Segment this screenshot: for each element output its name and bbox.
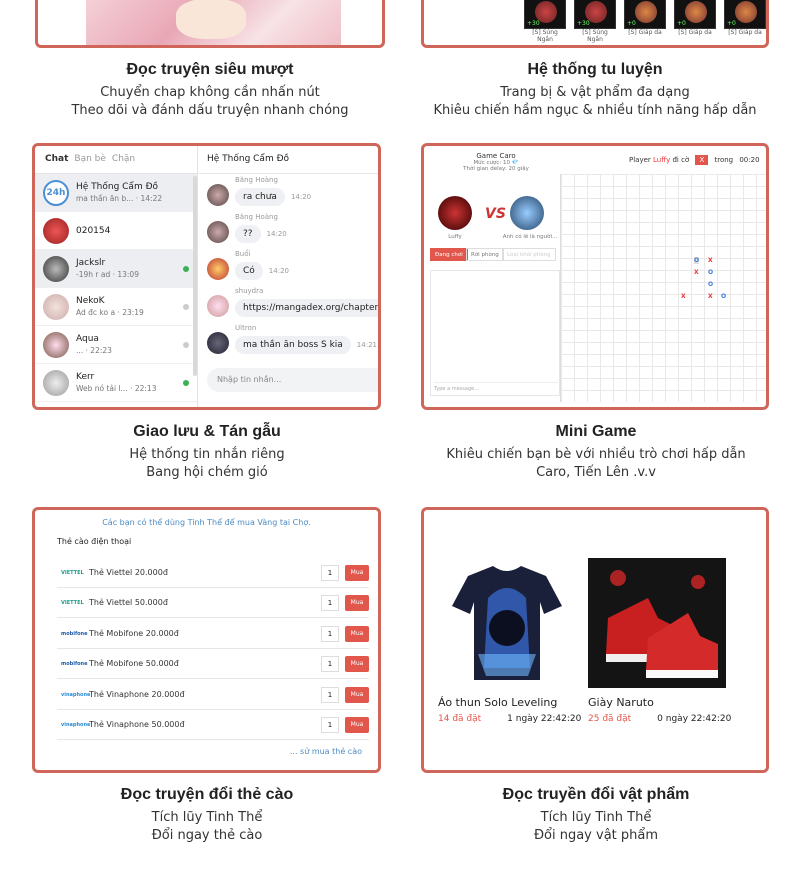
section-title: Thẻ cào điện thoại xyxy=(57,537,132,546)
product-name[interactable]: Áo thun Solo Leveling xyxy=(438,696,558,709)
tab-blocked[interactable]: Chặn xyxy=(111,154,136,164)
tshirt-image[interactable] xyxy=(438,558,576,688)
game-delay: Thời gian delay: 20 giây xyxy=(463,166,529,172)
feature-chat xyxy=(27,423,387,482)
feature-line: Chuyển chap không cần nhấn nút xyxy=(100,85,320,100)
item-name: [S] Súng Ngắn xyxy=(582,29,608,43)
feature-card-exchange xyxy=(27,786,387,845)
reader-preview-card xyxy=(35,0,385,48)
board-x: X xyxy=(708,257,713,264)
product-countdown: 1 ngày 22:42:20 xyxy=(507,714,582,724)
player1-name: Luffy xyxy=(448,234,462,240)
product-orders: 14 đã đặt xyxy=(438,714,482,724)
quantity-input[interactable]: 1 xyxy=(321,595,339,611)
message-user: Băng Hoàng xyxy=(235,213,278,221)
avatar xyxy=(43,370,69,396)
minigame-preview-card xyxy=(421,143,769,410)
feature-line: Đổi ngay thẻ cào xyxy=(151,828,263,843)
purchase-history-link[interactable]: ... sử mua thẻ cào xyxy=(289,747,362,756)
card-name: Thẻ Mobifone 50.000đ xyxy=(89,659,179,668)
conversation-snippet: Ad đc ko a · 23:19 xyxy=(76,308,144,317)
feature-item-exchange xyxy=(416,786,776,845)
card-row xyxy=(57,558,369,588)
avatar xyxy=(43,332,69,358)
message xyxy=(199,322,381,359)
message-time: 14:20 xyxy=(268,267,289,275)
message-text: ra chưa xyxy=(235,188,285,206)
feature-title: Mini Game xyxy=(555,423,637,440)
message-time: 14:20 xyxy=(266,230,287,238)
item-shop-preview xyxy=(421,507,769,773)
board-o: O xyxy=(708,269,714,276)
feature-line: Hệ thống tin nhắn riêng xyxy=(129,447,285,462)
buy-button[interactable]: Mua xyxy=(345,565,369,581)
online-status-dot xyxy=(183,266,189,272)
player2-avatar xyxy=(510,196,544,230)
quantity-input[interactable]: 1 xyxy=(321,656,339,672)
board-x: X xyxy=(694,269,699,276)
board-x: X xyxy=(681,293,686,300)
inventory-item[interactable] xyxy=(724,0,766,43)
item-level: +30 xyxy=(577,20,590,27)
turn-timer: 00:20 xyxy=(739,156,760,164)
item-level: +0 xyxy=(677,20,686,27)
card-row xyxy=(57,619,369,649)
online-status-dot xyxy=(183,380,189,386)
card-name: Thẻ Viettel 50.000đ xyxy=(89,598,168,607)
message xyxy=(199,285,381,322)
inventory-item[interactable] xyxy=(624,0,666,43)
turn-in: trong xyxy=(714,156,734,164)
turn-prefix: Player xyxy=(629,156,651,164)
card-row xyxy=(57,710,369,740)
message-time: 14:21 xyxy=(356,341,377,349)
feature-title: Hệ thống tu luyện xyxy=(527,61,663,78)
conversation-item[interactable] xyxy=(35,288,197,326)
cultivation-preview-card xyxy=(421,0,769,48)
feature-title: Đọc truyện đổi thẻ cào xyxy=(120,786,294,803)
feature-line: Khiêu chiến hầm ngục & nhiều tính năng hấp dẫn xyxy=(433,103,757,118)
game-title: Game Caro xyxy=(476,152,516,160)
turn-player: Luffy xyxy=(653,156,671,164)
playing-button[interactable]: Đang chơi xyxy=(430,248,468,261)
item-level: +0 xyxy=(627,20,636,27)
message-text: ma thần ăn boss S kia xyxy=(235,336,351,354)
product-meta xyxy=(588,714,731,724)
conversation-name: Jackslr xyxy=(76,258,106,268)
card-name: Thẻ Vinaphone 50.000đ xyxy=(89,720,185,729)
buy-button[interactable]: Mua xyxy=(345,687,369,703)
board-o: O xyxy=(708,281,714,288)
feature-line: Tích lũy Tinh Thể xyxy=(151,810,263,825)
card-name: Thẻ Vinaphone 20.000đ xyxy=(89,690,185,699)
card-name: Thẻ Mobifone 20.000đ xyxy=(89,629,179,638)
viettel-logo: VIETTEL xyxy=(61,599,84,606)
conversation-name: Hệ Thống Cẩm Đồ xyxy=(76,182,159,192)
conversation-name: 020154 xyxy=(76,225,111,236)
message-text: ?? xyxy=(235,225,261,243)
conversation-snippet: -19h r ad · 13:09 xyxy=(76,270,139,279)
room-title: Hệ Thống Cẩm Đồ xyxy=(199,146,381,174)
message-input[interactable]: Nhập tin nhắn... xyxy=(207,368,381,392)
buy-button[interactable]: Mua xyxy=(345,656,369,672)
conversation-snippet: ... · 22:23 xyxy=(76,346,112,355)
item-icon xyxy=(685,1,707,23)
card-row xyxy=(57,649,369,679)
shoes-image[interactable] xyxy=(588,558,726,688)
item-icon xyxy=(735,1,757,23)
vs-label: VS xyxy=(485,206,506,222)
feature-reader xyxy=(30,61,390,120)
card-name: Thẻ Viettel 20.000đ xyxy=(89,568,168,577)
message-text: Có xyxy=(235,262,263,280)
feature-line: Trang bị & vật phẩm đa dạng xyxy=(500,85,690,100)
feature-line: Caro, Tiến Lên .v.v xyxy=(536,465,656,480)
turn-mark: X xyxy=(695,155,708,165)
conversation-snippet: ma thần ăn b... · 14:22 xyxy=(76,194,163,203)
conversation-item[interactable] xyxy=(35,364,197,402)
conversation-list xyxy=(35,146,198,407)
mobifone-logo: mobifone xyxy=(61,630,88,637)
inventory-item[interactable] xyxy=(524,0,566,43)
tab-friends[interactable]: Bạn bè xyxy=(74,154,106,164)
message xyxy=(199,248,381,285)
viettel-logo: VIETTEL xyxy=(61,569,84,576)
message-time: 14:20 xyxy=(290,193,312,201)
board-o: O xyxy=(721,293,727,300)
vinaphone-logo: vinaphone xyxy=(61,691,91,698)
product-name[interactable]: Giày Naruto xyxy=(588,696,654,709)
avatar xyxy=(43,218,69,244)
card-shop-preview xyxy=(32,507,381,773)
mobifone-logo: mobifone xyxy=(61,660,88,667)
conversation-item[interactable] xyxy=(35,174,197,212)
conversation-snippet: Web nó tải l... · 22:13 xyxy=(76,384,157,393)
vinaphone-logo: vinaphone xyxy=(61,721,91,728)
manga-page-image xyxy=(86,0,341,45)
board-x: X xyxy=(708,293,713,300)
card-row xyxy=(57,680,369,710)
board-o: O xyxy=(694,257,700,264)
buy-button[interactable]: Mua xyxy=(345,626,369,642)
avatar xyxy=(207,184,229,206)
tab-chat[interactable]: Chat xyxy=(45,154,69,164)
avatar xyxy=(43,256,69,282)
buy-button[interactable]: Mua xyxy=(345,717,369,733)
conversation-name: Kerr xyxy=(76,372,95,382)
quantity-input[interactable]: 1 xyxy=(321,687,339,703)
player2-name: Anh có lẽ là người... xyxy=(502,234,558,240)
quantity-input[interactable]: 1 xyxy=(321,626,339,642)
avatar xyxy=(207,332,229,354)
inventory-item[interactable] xyxy=(574,0,616,43)
message-user: Ultron xyxy=(235,324,257,332)
card-row xyxy=(57,588,369,618)
feature-line: Tích lũy Tinh Thể xyxy=(540,810,652,825)
chat-room xyxy=(199,146,381,407)
leave-room-button[interactable]: Rời phòng xyxy=(466,248,504,261)
quantity-input[interactable]: 1 xyxy=(321,565,339,581)
feature-line: Đổi ngay vật phẩm xyxy=(533,828,659,843)
message-user: Buổi xyxy=(235,250,251,258)
kick-button: Loại khỏi phòng xyxy=(502,248,556,261)
message-user: Băng Hoàng xyxy=(235,176,278,184)
message xyxy=(199,174,381,211)
message xyxy=(199,211,381,248)
quantity-input[interactable]: 1 xyxy=(321,717,339,733)
chat-preview-card xyxy=(32,143,381,410)
avatar xyxy=(207,221,229,243)
offline-status-dot xyxy=(183,342,189,348)
message-user: shuydra xyxy=(235,287,264,295)
caro-board[interactable] xyxy=(560,174,766,402)
conversation-item[interactable] xyxy=(35,326,197,364)
conversation-item[interactable] xyxy=(35,212,197,250)
conversation-name: NekoK xyxy=(76,296,105,306)
product-meta xyxy=(438,714,581,724)
avatar xyxy=(207,295,229,317)
player1-avatar xyxy=(438,196,472,230)
avatar xyxy=(207,258,229,280)
feature-title: Đọc truyện siêu mượt xyxy=(126,61,294,78)
inventory-item[interactable] xyxy=(674,0,716,43)
item-name: [S] Súng Ngắn xyxy=(532,29,558,43)
feature-title: Đọc truyền đổi vật phẩm xyxy=(502,786,690,803)
turn-suffix: đi cờ xyxy=(672,156,690,164)
avatar: 24h xyxy=(43,180,69,206)
feature-line: Theo dõi và đánh dấu truyện nhanh chóng xyxy=(71,103,349,118)
game-chat-input[interactable]: Type a message... xyxy=(434,382,558,392)
conversation-item[interactable] xyxy=(35,250,197,288)
item-name: [S] Giáp da xyxy=(678,29,712,36)
product-countdown: 0 ngày 22:42:20 xyxy=(657,714,732,724)
feature-cultivation xyxy=(415,61,775,120)
conversation-name: Aqua xyxy=(76,334,99,344)
turn-status xyxy=(629,156,760,164)
feature-minigame xyxy=(416,423,776,482)
game-bet: Mức cược: 10 💎 xyxy=(473,160,519,166)
item-level: +30 xyxy=(527,20,540,27)
item-icon xyxy=(635,1,657,23)
item-name: [S] Giáp da xyxy=(628,29,662,36)
offline-status-dot xyxy=(183,304,189,310)
item-level: +0 xyxy=(727,20,736,27)
product-orders: 25 đã đặt xyxy=(588,714,632,724)
feature-title: Giao lưu & Tán gẫu xyxy=(133,423,281,440)
feature-line: Bang hội chém gió xyxy=(146,465,268,480)
scrollbar[interactable] xyxy=(193,176,197,376)
game-chat xyxy=(430,270,560,396)
message-link[interactable]: https://mangadex.org/chapter xyxy=(235,299,381,317)
feature-line: Khiêu chiến bạn bè với nhiều trò chơi hấp dẫn xyxy=(446,447,746,462)
shop-note: Các bạn có thể dùng Tinh Thể để mua Vàng tại Chợ. xyxy=(102,518,311,527)
buy-button[interactable]: Mua xyxy=(345,595,369,611)
avatar xyxy=(43,294,69,320)
item-name: [S] Giáp da xyxy=(728,29,762,36)
